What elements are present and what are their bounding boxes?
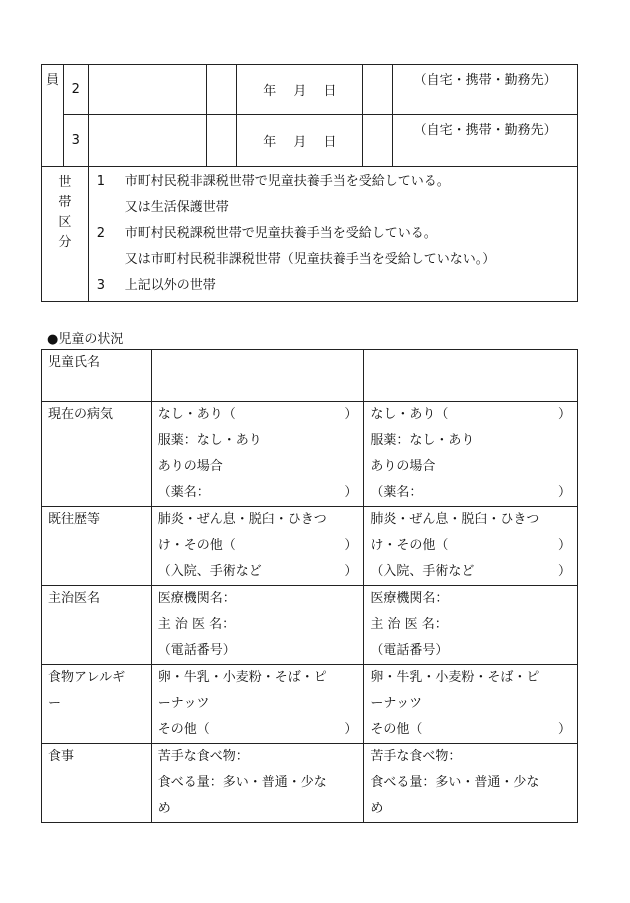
child-cell-text: ありの場合: [157, 459, 223, 474]
child-2-cell[interactable]: [364, 586, 578, 665]
member-contact-cell[interactable]: [393, 115, 578, 167]
member-birthdate-cell[interactable]: [237, 115, 363, 167]
child-row-label-line: ー: [48, 696, 62, 711]
child-cell-line: [158, 744, 358, 770]
child-cell-line: [370, 559, 571, 585]
child-cell-text: 主 治 医 名：: [157, 617, 236, 632]
member-birthdate: 年 月 日: [263, 135, 337, 150]
household-option-3[interactable]: 3 上記以外の世帯: [96, 278, 216, 293]
child-cell-line: [370, 454, 571, 480]
member-num-cell: [63, 65, 88, 115]
child-cell-line: [158, 612, 358, 638]
child-cell-close-paren: ）: [557, 485, 571, 500]
child-cell-text: め: [370, 801, 384, 816]
child-cell-text: （薬名：: [157, 485, 210, 500]
member-contact-cell[interactable]: [393, 65, 578, 115]
child-row-label-text: 食事: [48, 749, 75, 764]
child-cell-line: [158, 507, 358, 533]
child-cell-line: [370, 480, 571, 506]
child-cell-line: [158, 559, 358, 585]
member-name-input[interactable]: [88, 65, 206, 115]
child-cell-line: [158, 480, 358, 506]
child-cell-text: なし・あり（: [157, 407, 236, 422]
child-cell-text: 苦手な食べ物：: [370, 749, 462, 764]
member-label: 員: [45, 73, 59, 88]
child-cell-line: [370, 586, 571, 612]
child-cell-text: （電話番号）: [370, 643, 449, 658]
household-option-2[interactable]: 2 市町村民税課税世帯で児童扶養手当を受給している。: [96, 226, 437, 241]
child-cell-text: 服薬：なし・あり: [370, 433, 475, 448]
child-2-cell[interactable]: [364, 402, 578, 507]
member-age-input[interactable]: [363, 115, 393, 167]
child-cell-text: 医療機関名：: [370, 591, 449, 606]
child-cell-line: [158, 533, 358, 559]
child-cell-text: 肺炎・ぜん息・脱臼・ひきつ: [370, 512, 540, 527]
member-num: 3: [71, 133, 80, 148]
child-row-label: [42, 507, 152, 586]
child-cell-text: その他（: [157, 722, 210, 737]
member-num: 2: [71, 82, 80, 97]
household-member-table: [41, 64, 578, 302]
child-row-label: [42, 665, 152, 744]
child-cell-line: [370, 533, 571, 559]
child-row: [42, 586, 578, 665]
child-cell-text: め: [157, 801, 171, 816]
child-cell-line: [158, 796, 358, 822]
member-contact-type: （自宅・携帯・勤務先）: [413, 73, 557, 88]
child-row-label-line: 食物アレルギ: [48, 670, 126, 685]
child-cell-line: [370, 691, 571, 717]
member-age-input[interactable]: [363, 65, 393, 115]
member-label-cell: [42, 65, 64, 167]
child-cell-text: 医療機関名：: [157, 591, 236, 606]
child-row-label-text: 児童氏名: [48, 355, 101, 370]
child-cell-text: 卵・牛乳・小麦粉・そば・ピ: [370, 670, 540, 685]
household-option-2-cont: 又は市町村民税非課税世帯（児童扶養手当を受給していない。）: [124, 252, 496, 267]
child-cell-line: [370, 665, 571, 691]
child-row: [42, 507, 578, 586]
child-cell-text: （入院、手術など: [370, 564, 475, 579]
child-cell-text: ありの場合: [370, 459, 436, 474]
child-row-label-text: 主治医名: [48, 591, 101, 606]
child-row-label: [42, 586, 152, 665]
child-cell-close-paren: ）: [557, 407, 571, 422]
section-title: ●児童の状況: [47, 332, 124, 347]
child-2-cell[interactable]: [364, 665, 578, 744]
child-row: [42, 402, 578, 507]
child-2-cell[interactable]: [364, 350, 578, 402]
child-cell-text: ーナッツ: [370, 696, 423, 711]
child-cell-line: [158, 638, 358, 664]
child-cell-text: （電話番号）: [157, 643, 236, 658]
member-birthdate: 年 月 日: [263, 84, 337, 99]
child-cell-line: [370, 638, 571, 664]
child-row-label-text: 既往歴等: [48, 512, 101, 527]
child-cell-line: [158, 428, 358, 454]
child-cell-close-paren: ）: [557, 538, 571, 553]
child-row: [42, 350, 578, 402]
household-category-label: [42, 167, 89, 302]
child-cell-text: （薬名：: [370, 485, 423, 500]
child-cell-line: [158, 586, 358, 612]
child-cell-line: [370, 744, 571, 770]
child-cell-line: [370, 770, 571, 796]
child-cell-text: その他（: [370, 722, 423, 737]
child-cell-text: 肺炎・ぜん息・脱臼・ひきつ: [157, 512, 327, 527]
child-row: [42, 665, 578, 744]
member-num-cell: [63, 115, 88, 167]
child-cell-line: [370, 507, 571, 533]
child-cell-close-paren: ）: [557, 722, 571, 737]
household-option-1[interactable]: 1 市町村民税非課税世帯で児童扶養手当を受給している。: [96, 174, 450, 189]
child-1-cell[interactable]: [151, 586, 364, 665]
child-row-label-text: 現在の病気: [48, 407, 114, 422]
child-cell-close-paren: ）: [557, 564, 571, 579]
child-cell-line: [370, 796, 571, 822]
child-cell-text: 卵・牛乳・小麦粉・そば・ピ: [157, 670, 327, 685]
household-category-label-text: 世 帯 区 分: [58, 175, 72, 250]
child-1-cell[interactable]: [151, 402, 364, 507]
child-cell-line: [158, 402, 358, 428]
child-row-label: [42, 350, 152, 402]
child-cell-line: [370, 717, 571, 743]
child-cell-text: 苦手な食べ物：: [157, 749, 249, 764]
child-cell-close-paren: ）: [344, 564, 358, 579]
child-1-cell[interactable]: [151, 744, 364, 823]
household-category-options: [88, 167, 577, 302]
child-row-label: [42, 744, 152, 823]
child-row: [42, 744, 578, 823]
child-cell-text: （入院、手術など: [157, 564, 262, 579]
member-birthdate-cell[interactable]: [237, 65, 363, 115]
child-1-cell[interactable]: [151, 507, 364, 586]
child-1-cell[interactable]: [151, 665, 364, 744]
child-status-table: [41, 349, 578, 823]
child-cell-line: [370, 428, 571, 454]
child-cell-line: [158, 454, 358, 480]
child-cell-text: け・その他（: [370, 538, 449, 553]
child-cell-text: 食べる量：多い・普通・少な: [370, 775, 540, 790]
child-cell-line: [158, 717, 358, 743]
child-cell-line: [158, 770, 358, 796]
member-relation-input[interactable]: [206, 65, 237, 115]
child-cell-close-paren: ）: [344, 538, 358, 553]
child-2-cell[interactable]: [364, 507, 578, 586]
child-cell-text: 食べる量：多い・普通・少な: [157, 775, 327, 790]
child-row-label: [42, 402, 152, 507]
child-cell-text: ーナッツ: [157, 696, 210, 711]
child-cell-text: 服薬：なし・あり: [157, 433, 262, 448]
child-cell-line: [158, 665, 358, 691]
child-2-cell[interactable]: [364, 744, 578, 823]
child-cell-text: 主 治 医 名：: [370, 617, 448, 632]
child-cell-close-paren: ）: [344, 407, 358, 422]
member-relation-input[interactable]: [206, 115, 237, 167]
child-1-cell[interactable]: [151, 350, 364, 402]
child-cell-text: け・その他（: [157, 538, 236, 553]
child-cell-line: [158, 691, 358, 717]
child-cell-close-paren: ）: [344, 722, 358, 737]
member-contact-type: （自宅・携帯・勤務先）: [413, 123, 557, 138]
child-cell-text: なし・あり（: [370, 407, 449, 422]
member-name-input[interactable]: [88, 115, 206, 167]
child-cell-close-paren: ）: [344, 485, 358, 500]
child-cell-line: [370, 612, 571, 638]
household-option-1-cont: 又は生活保護世帯: [124, 200, 229, 215]
child-cell-line: [370, 402, 571, 428]
